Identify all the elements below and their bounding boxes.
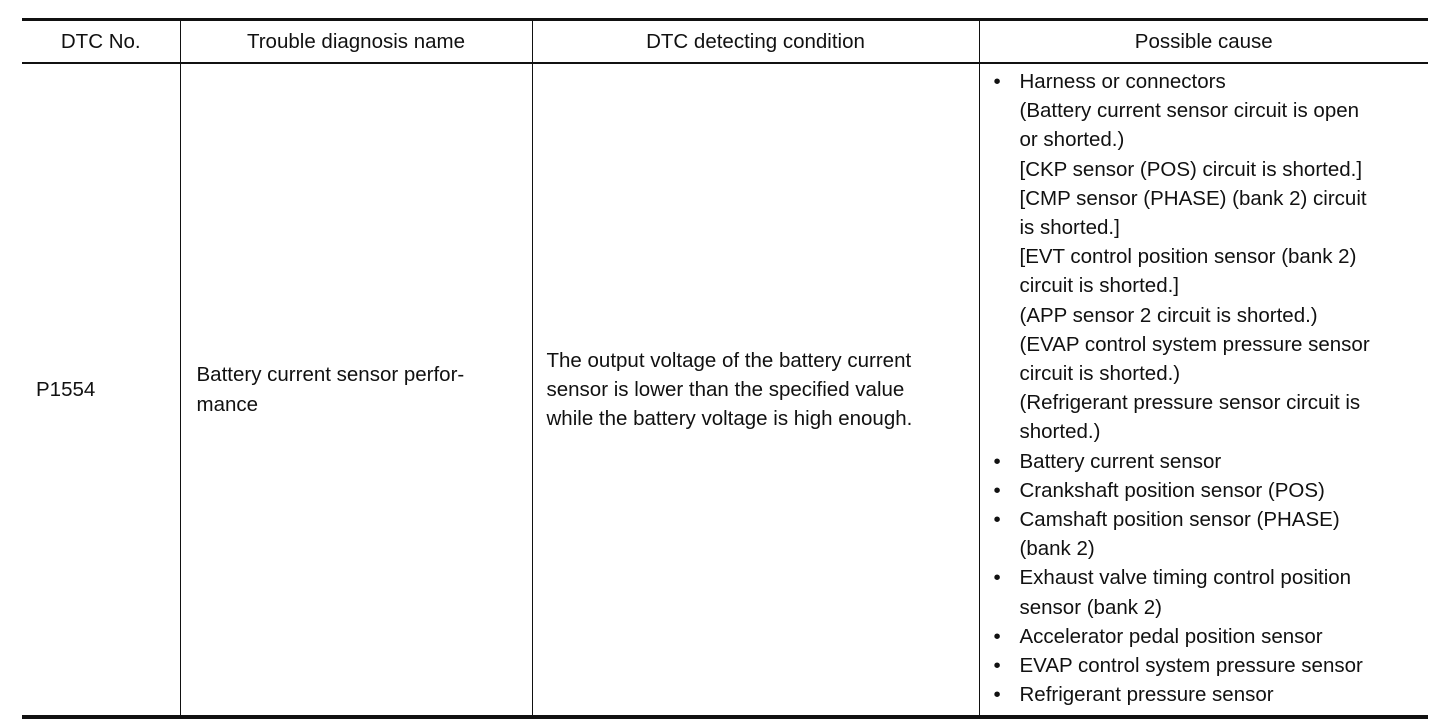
dtc-code-cell	[22, 63, 180, 717]
cause-label: EVAP control system pressure sensor	[1019, 654, 1363, 678]
cause-label: Refrigerant pressure sensor	[1019, 683, 1274, 707]
header-trouble-diagnosis-name: Trouble diagnosis name	[180, 20, 532, 64]
bullet-icon: •	[993, 654, 1001, 678]
dtc-code: P1554	[36, 377, 96, 401]
cause-detail-line: (EVAP control system pressure sensor	[1019, 332, 1370, 356]
header-dtc-detecting-condition: DTC detecting condition	[532, 20, 979, 64]
cause-label: Accelerator pedal position sensor	[1019, 624, 1323, 648]
cause-item	[990, 505, 1423, 563]
cause-item	[990, 67, 1423, 447]
bullet-icon: •	[993, 449, 1001, 473]
cause-label: Harness or connectors	[1019, 70, 1226, 93]
cause-detail-line: (bank 2)	[1019, 537, 1095, 561]
possible-cause-list	[990, 67, 1423, 709]
trouble-name-cell	[180, 63, 532, 717]
possible-cause-cell	[979, 63, 1428, 717]
cause-detail-line: [CKP sensor (POS) circuit is shorted.]	[1019, 157, 1363, 181]
table-row	[22, 63, 1428, 717]
cause-detail-line: [EVT control position sensor (bank 2)	[1019, 245, 1357, 269]
cause-item	[990, 680, 1423, 709]
bullet-icon: •	[993, 508, 1001, 532]
table-header	[22, 20, 1428, 64]
bullet-icon: •	[993, 478, 1001, 502]
cause-detail-line: circuit is shorted.)	[1019, 362, 1181, 386]
header-row	[22, 20, 1428, 64]
cause-detail-line: [CMP sensor (PHASE) (bank 2) circuit	[1019, 186, 1367, 210]
bullet-icon: •	[993, 566, 1001, 590]
cause-detail-line: (Battery current sensor circuit is open	[1019, 99, 1360, 123]
cause-detail-line: circuit is shorted.]	[1019, 274, 1179, 298]
cause-label: Battery current sensor	[1019, 449, 1222, 473]
cause-detail-line: sensor (bank 2)	[1019, 595, 1162, 619]
table-body	[22, 63, 1428, 717]
cause-item	[990, 651, 1423, 680]
cause-label: Camshaft position sensor (PHASE)	[1019, 508, 1340, 532]
cause-item	[990, 563, 1423, 621]
cause-detail-line: (APP sensor 2 circuit is shorted.)	[1019, 303, 1318, 327]
cause-item	[990, 622, 1423, 651]
cause-item	[990, 447, 1423, 476]
bullet-icon: •	[993, 683, 1001, 707]
header-dtc-no: DTC No.	[60, 29, 141, 53]
header-possible-cause: Possible cause	[979, 20, 1428, 64]
trouble-name-line: Battery current sensor perfor-	[196, 363, 465, 387]
condition-line: while the battery voltage is high enough.	[546, 407, 913, 431]
trouble-name-line: mance	[196, 392, 259, 416]
detecting-condition-cell	[532, 63, 979, 717]
cause-item	[990, 476, 1423, 505]
bullet-icon: •	[993, 70, 1001, 93]
dtc-table	[22, 18, 1428, 719]
condition-line: The output voltage of the battery current	[546, 348, 912, 372]
bullet-icon: •	[993, 624, 1001, 648]
cause-detail-line: shorted.)	[1019, 420, 1101, 444]
cause-label: Crankshaft position sensor (POS)	[1019, 478, 1325, 502]
cause-detail-line: or shorted.)	[1019, 128, 1125, 152]
condition-line: sensor is lower than the specified value	[546, 377, 905, 401]
cause-label: Exhaust valve timing control position	[1019, 566, 1352, 590]
cause-detail-line: (Refrigerant pressure sensor circuit is	[1019, 391, 1361, 415]
cause-detail-line: is shorted.]	[1019, 216, 1120, 240]
